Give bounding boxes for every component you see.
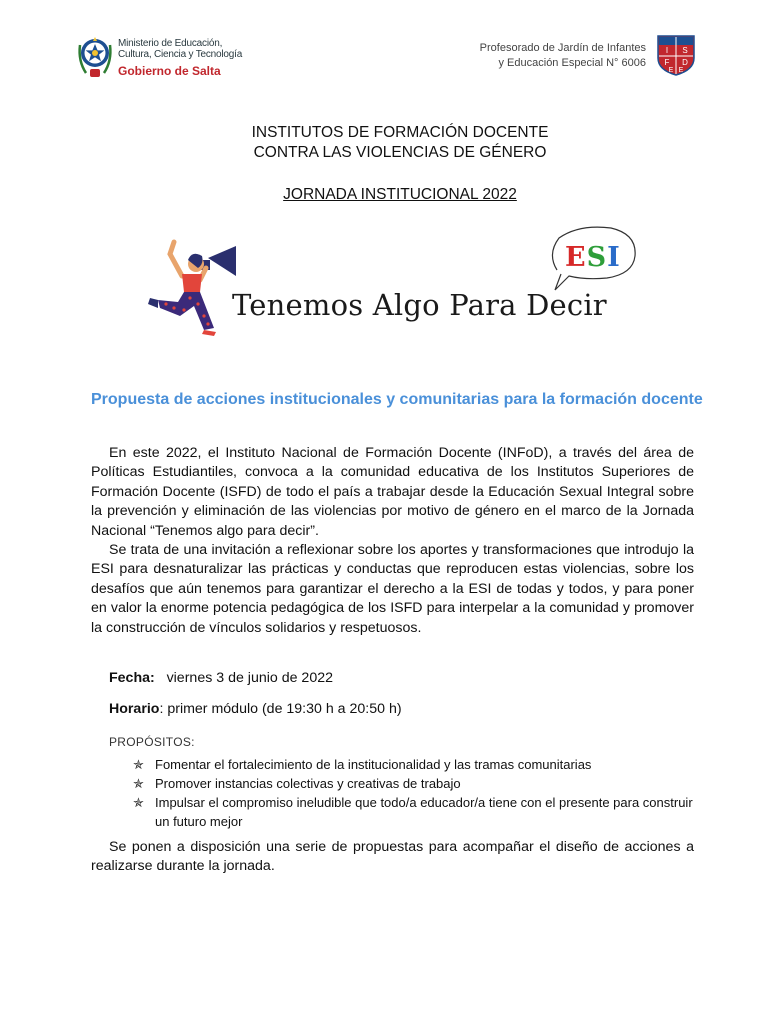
shield-letter-2: S <box>682 46 688 55</box>
institute-line-1: Profesorado de Jardín de Infantes <box>479 42 646 54</box>
title-line-2: CONTRA LAS VIOLENCIAS DE GÉNERO <box>253 144 547 161</box>
schedule-value: : primer módulo (de 19:30 h a 20:50 h) <box>159 701 402 717</box>
purpose-text: Promover instancias colectivas y creativas de trabajo <box>155 776 461 791</box>
body-paragraph-2: Se trata de una invitación a reflexionar sobre los aportes y transformaciones que introdujo la ESI para desnaturalizar las prácticas y conductas que reproducen estas violencias, sobre los desafíos que aún tenemos para garantizar el derecho a la ESI de todas y todos, y para poner en valor la enorme potencia pedagógica de los ISFD para interpelar a la comunidad y promover la construcción de vínculos solidarios y respetuosos. <box>91 542 694 636</box>
schedule-field <box>109 701 402 717</box>
section-heading: Propuesta de acciones institucionales y comunitarias para la formación docente <box>91 391 703 408</box>
ministry-name <box>118 38 242 60</box>
shield-letter-4: D <box>682 58 688 67</box>
esi-letter-e: E <box>565 242 587 273</box>
star-bullet-icon: ✯ <box>133 757 144 772</box>
list-item <box>133 774 703 793</box>
closing-paragraph: Se ponen a disposición una serie de propuestas para acompañar el diseño de acciones a realizarse durante la jornada. <box>91 839 694 875</box>
salta-seal-icon <box>76 31 114 83</box>
shield-letter-1: I <box>665 46 669 55</box>
star-bullet-icon: ✯ <box>133 795 144 810</box>
institute-line-2: y Educación Especial N° 6006 <box>498 57 646 69</box>
woman-megaphone-illustration <box>140 224 240 354</box>
date-label: Fecha: <box>109 670 155 686</box>
banner-slogan: Tenemos Algo Para Decir <box>232 288 607 322</box>
shield-letter-6: E <box>678 67 684 74</box>
campaign-banner <box>140 224 640 354</box>
body-text <box>91 444 694 638</box>
shield-letter-5: E <box>668 67 674 74</box>
date-field <box>109 670 333 686</box>
esi-logo-text <box>565 242 621 273</box>
closing-text <box>91 838 694 877</box>
purpose-text: Fomentar el fortalecimiento de la institucionalidad y las tramas comunitarias <box>155 757 592 772</box>
body-paragraph-1: En este 2022, el Instituto Nacional de Formación Docente (INFoD), a través del área de Políticas Estudiantiles, convoca a la comunidad educativa de los Institutos Superiores de Formación Docente (ISFD) de todo el país a trabajar desde la Educación Sexual Integral sobre la prevención y eliminación de las violencias por motivo de género en el marco de la Jornada Nacional “Tenemos algo para decir”. <box>91 445 694 539</box>
purposes-list <box>133 755 703 831</box>
schedule-label: Horario <box>109 701 160 717</box>
shield-letter-3: F <box>664 58 670 67</box>
jornada-title: JORNADA INSTITUCIONAL 2022 <box>283 186 517 203</box>
title-line-1: INSTITUTOS DE FORMACIÓN DOCENTE <box>251 124 549 141</box>
institute-shield-icon <box>656 34 696 76</box>
institute-name <box>480 41 646 71</box>
ministry-line-2: Cultura, Ciencia y Tecnología <box>118 49 243 60</box>
purpose-text: Impulsar el compromiso ineludible que todo/a educador/a tiene con el presente para construir un futuro mejor <box>155 795 693 829</box>
list-item <box>133 755 703 774</box>
government-name: Gobierno de Salta <box>118 64 221 78</box>
date-value: viernes 3 de junio de 2022 <box>166 670 333 686</box>
esi-letter-i: I <box>607 242 621 273</box>
ministry-line-1: Ministerio de Educación, <box>118 38 223 49</box>
purposes-heading: PROPÓSITOS: <box>109 735 195 749</box>
list-item <box>133 793 703 831</box>
document-title <box>0 123 768 163</box>
esi-letter-s: S <box>586 242 608 273</box>
star-bullet-icon: ✯ <box>133 776 144 791</box>
ministry-logo <box>76 31 256 89</box>
